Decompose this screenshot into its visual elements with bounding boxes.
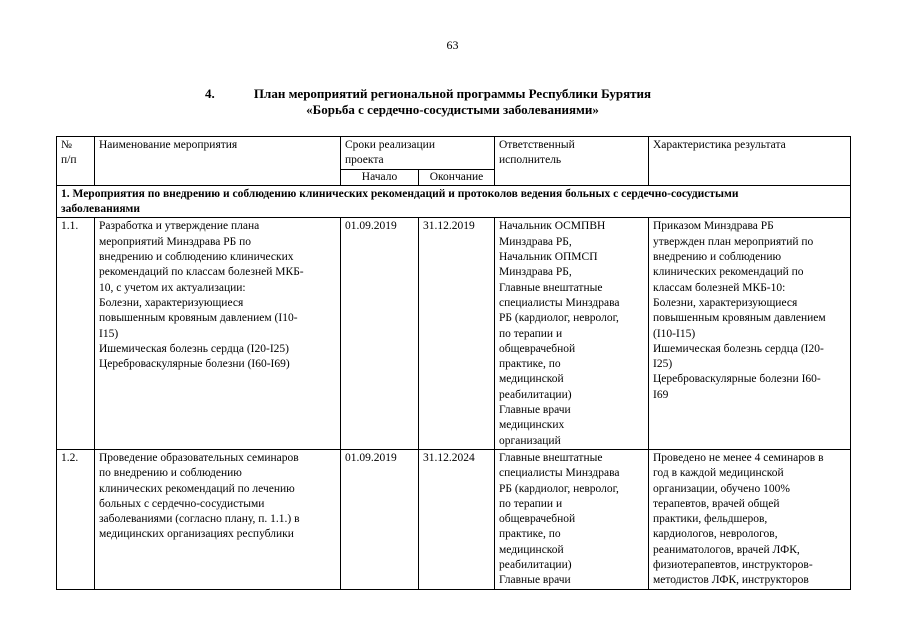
plan-table <box>56 136 851 590</box>
row-result-line: Приказом Минздрава РБ <box>653 220 774 233</box>
row-responsible-line: Главные врачи <box>499 574 571 587</box>
header-num <box>57 137 95 186</box>
row-responsible-line: практике, по <box>499 358 561 371</box>
header-end: Окончание <box>419 169 495 185</box>
table-row <box>57 449 851 589</box>
row-responsible-line: Минздрава РБ, <box>499 266 572 279</box>
header-period-line: проекта <box>345 154 384 167</box>
row-result-line: Болезни, характеризующиеся <box>653 296 798 309</box>
row-result-line: повышенным кровяным давлением <box>653 312 826 325</box>
title-line-2: «Борьба с сердечно-сосудистыми заболеваниями» <box>306 102 599 117</box>
row-name-line: Цереброваскулярные болезни (I60-I69) <box>99 358 290 371</box>
row-responsible-line: организаций <box>499 434 561 447</box>
row-start-date: 01.09.2019 <box>341 449 419 589</box>
row-responsible-line: специалисты Минздрава <box>499 467 620 480</box>
row-name-line: клинических рекомендаций по лечению <box>99 482 295 495</box>
row-responsible-line: специалисты Минздрава <box>499 296 620 309</box>
row-responsible-line: медицинской <box>499 543 564 556</box>
row-result-line: (I10-I15) <box>653 327 696 340</box>
row-name <box>95 449 341 589</box>
header-responsible-line: Ответственный <box>499 139 575 151</box>
row-responsible-line: по терапии и <box>499 327 563 340</box>
row-responsible-line: Главные врачи <box>499 404 571 417</box>
row-result-line: год в каждой медицинской <box>653 467 784 480</box>
row-end-date: 31.12.2019 <box>419 218 495 449</box>
row-responsible-line: РБ (кардиолог, невролог, <box>499 312 619 325</box>
row-result-line: Ишемическая болезнь сердца (I20- <box>653 342 824 355</box>
row-result-line: методистов ЛФК, инструкторов <box>653 574 809 587</box>
row-responsible-line: РБ (кардиолог, невролог, <box>499 482 619 495</box>
row-result-line: физиотерапевтов, инструкторов- <box>653 559 813 572</box>
row-result-line: клинических рекомендаций по <box>653 266 804 279</box>
row-result-line: практики, фельдшеров, <box>653 513 768 526</box>
row-responsible-line: Начальник ОСМПВН <box>499 220 606 233</box>
row-name-line: рекомендаций по классам болезней МКБ- <box>99 266 304 279</box>
row-responsible-line: медицинских <box>499 419 565 432</box>
header-responsible <box>495 137 649 186</box>
section-heading <box>57 185 851 218</box>
section-heading-line: 1. Мероприятия по внедрению и соблюдению клинических рекомендаций и протоколов ведения больных с сердечно-сосудистыми <box>61 187 739 200</box>
header-start: Начало <box>341 169 419 185</box>
row-responsible <box>495 218 649 449</box>
row-result-line: классам болезней МКБ-10: <box>653 281 786 294</box>
row-result-line: Проведено не менее 4 семинаров в <box>653 451 824 464</box>
row-responsible-line: Главные внештатные <box>499 451 603 464</box>
row-name-line: мероприятий Минздрава РБ по <box>99 235 252 248</box>
row-result-line: организации, обучено 100% <box>653 482 790 495</box>
row-responsible-line: по терапии и <box>499 497 563 510</box>
row-responsible-line: реабилитации) <box>499 559 572 572</box>
row-name-line: по внедрению и соблюдению <box>99 467 242 480</box>
row-responsible-line: Начальник ОПМСП <box>499 251 598 264</box>
header-name: Наименование мероприятия <box>95 137 341 186</box>
row-responsible-line: Минздрава РБ, <box>499 235 572 248</box>
section-heading-line: заболеваниями <box>61 203 141 216</box>
row-result-line: Цереброваскулярные болезни I60- <box>653 373 821 386</box>
row-name-line: Разработка и утверждение плана <box>99 220 260 233</box>
table-header-row <box>57 137 851 170</box>
section-row <box>57 185 851 218</box>
table-row <box>57 218 851 449</box>
header-period-line: Сроки реализации <box>345 139 435 151</box>
row-name-line: повышенным кровяным давлением (I10- <box>99 312 298 325</box>
row-result <box>649 218 851 449</box>
row-name-line: заболеваниями (согласно плану, п. 1.1.) в <box>99 513 300 526</box>
page-number: 63 <box>446 38 459 52</box>
row-name-line: 10, с учетом их актуализации: <box>99 281 246 294</box>
row-result-line: кардиологов, неврологов, <box>653 528 778 541</box>
header-num-line: п/п <box>61 154 77 167</box>
row-name-line: внедрению и соблюдению клинических <box>99 251 294 264</box>
row-num: 1.1. <box>57 218 95 449</box>
row-result-line: I69 <box>653 388 669 401</box>
section-number: 4. <box>205 86 215 101</box>
row-result-line: внедрению и соблюдению <box>653 251 782 264</box>
row-name-line: медицинских организациях республики <box>99 528 294 541</box>
row-name-line: Проведение образовательных семинаров <box>99 451 299 464</box>
header-result: Характеристика результата <box>649 137 851 186</box>
row-num: 1.2. <box>57 449 95 589</box>
header-num-line: № <box>61 139 72 151</box>
header-period <box>341 137 495 170</box>
document-title <box>0 86 905 118</box>
row-responsible <box>495 449 649 589</box>
row-responsible-line: общеврачебной <box>499 513 576 526</box>
row-result-line: утвержден план мероприятий по <box>653 235 814 248</box>
row-responsible-line: общеврачебной <box>499 342 576 355</box>
row-end-date: 31.12.2024 <box>419 449 495 589</box>
row-name-line: Болезни, характеризующиеся <box>99 296 244 309</box>
row-responsible-line: медицинской <box>499 373 564 386</box>
row-responsible-line: Главные внештатные <box>499 281 603 294</box>
title-line-1: План мероприятий региональной программы Республики Бурятия <box>253 86 652 101</box>
row-responsible-line: практике, по <box>499 528 561 541</box>
row-name <box>95 218 341 449</box>
row-start-date: 01.09.2019 <box>341 218 419 449</box>
header-responsible-line: исполнитель <box>499 154 562 167</box>
row-name-line: I15) <box>99 327 119 340</box>
row-result <box>649 449 851 589</box>
row-result-line: терапевтов, врачей общей <box>653 497 780 510</box>
row-responsible-line: реабилитации) <box>499 388 572 401</box>
row-name-line: больных с сердечно-сосудистыми <box>99 497 265 510</box>
row-name-line: Ишемическая болезнь сердца (I20-I25) <box>99 342 289 355</box>
row-result-line: I25) <box>653 358 673 371</box>
row-result-line: реаниматологов, врачей ЛФК, <box>653 543 800 556</box>
